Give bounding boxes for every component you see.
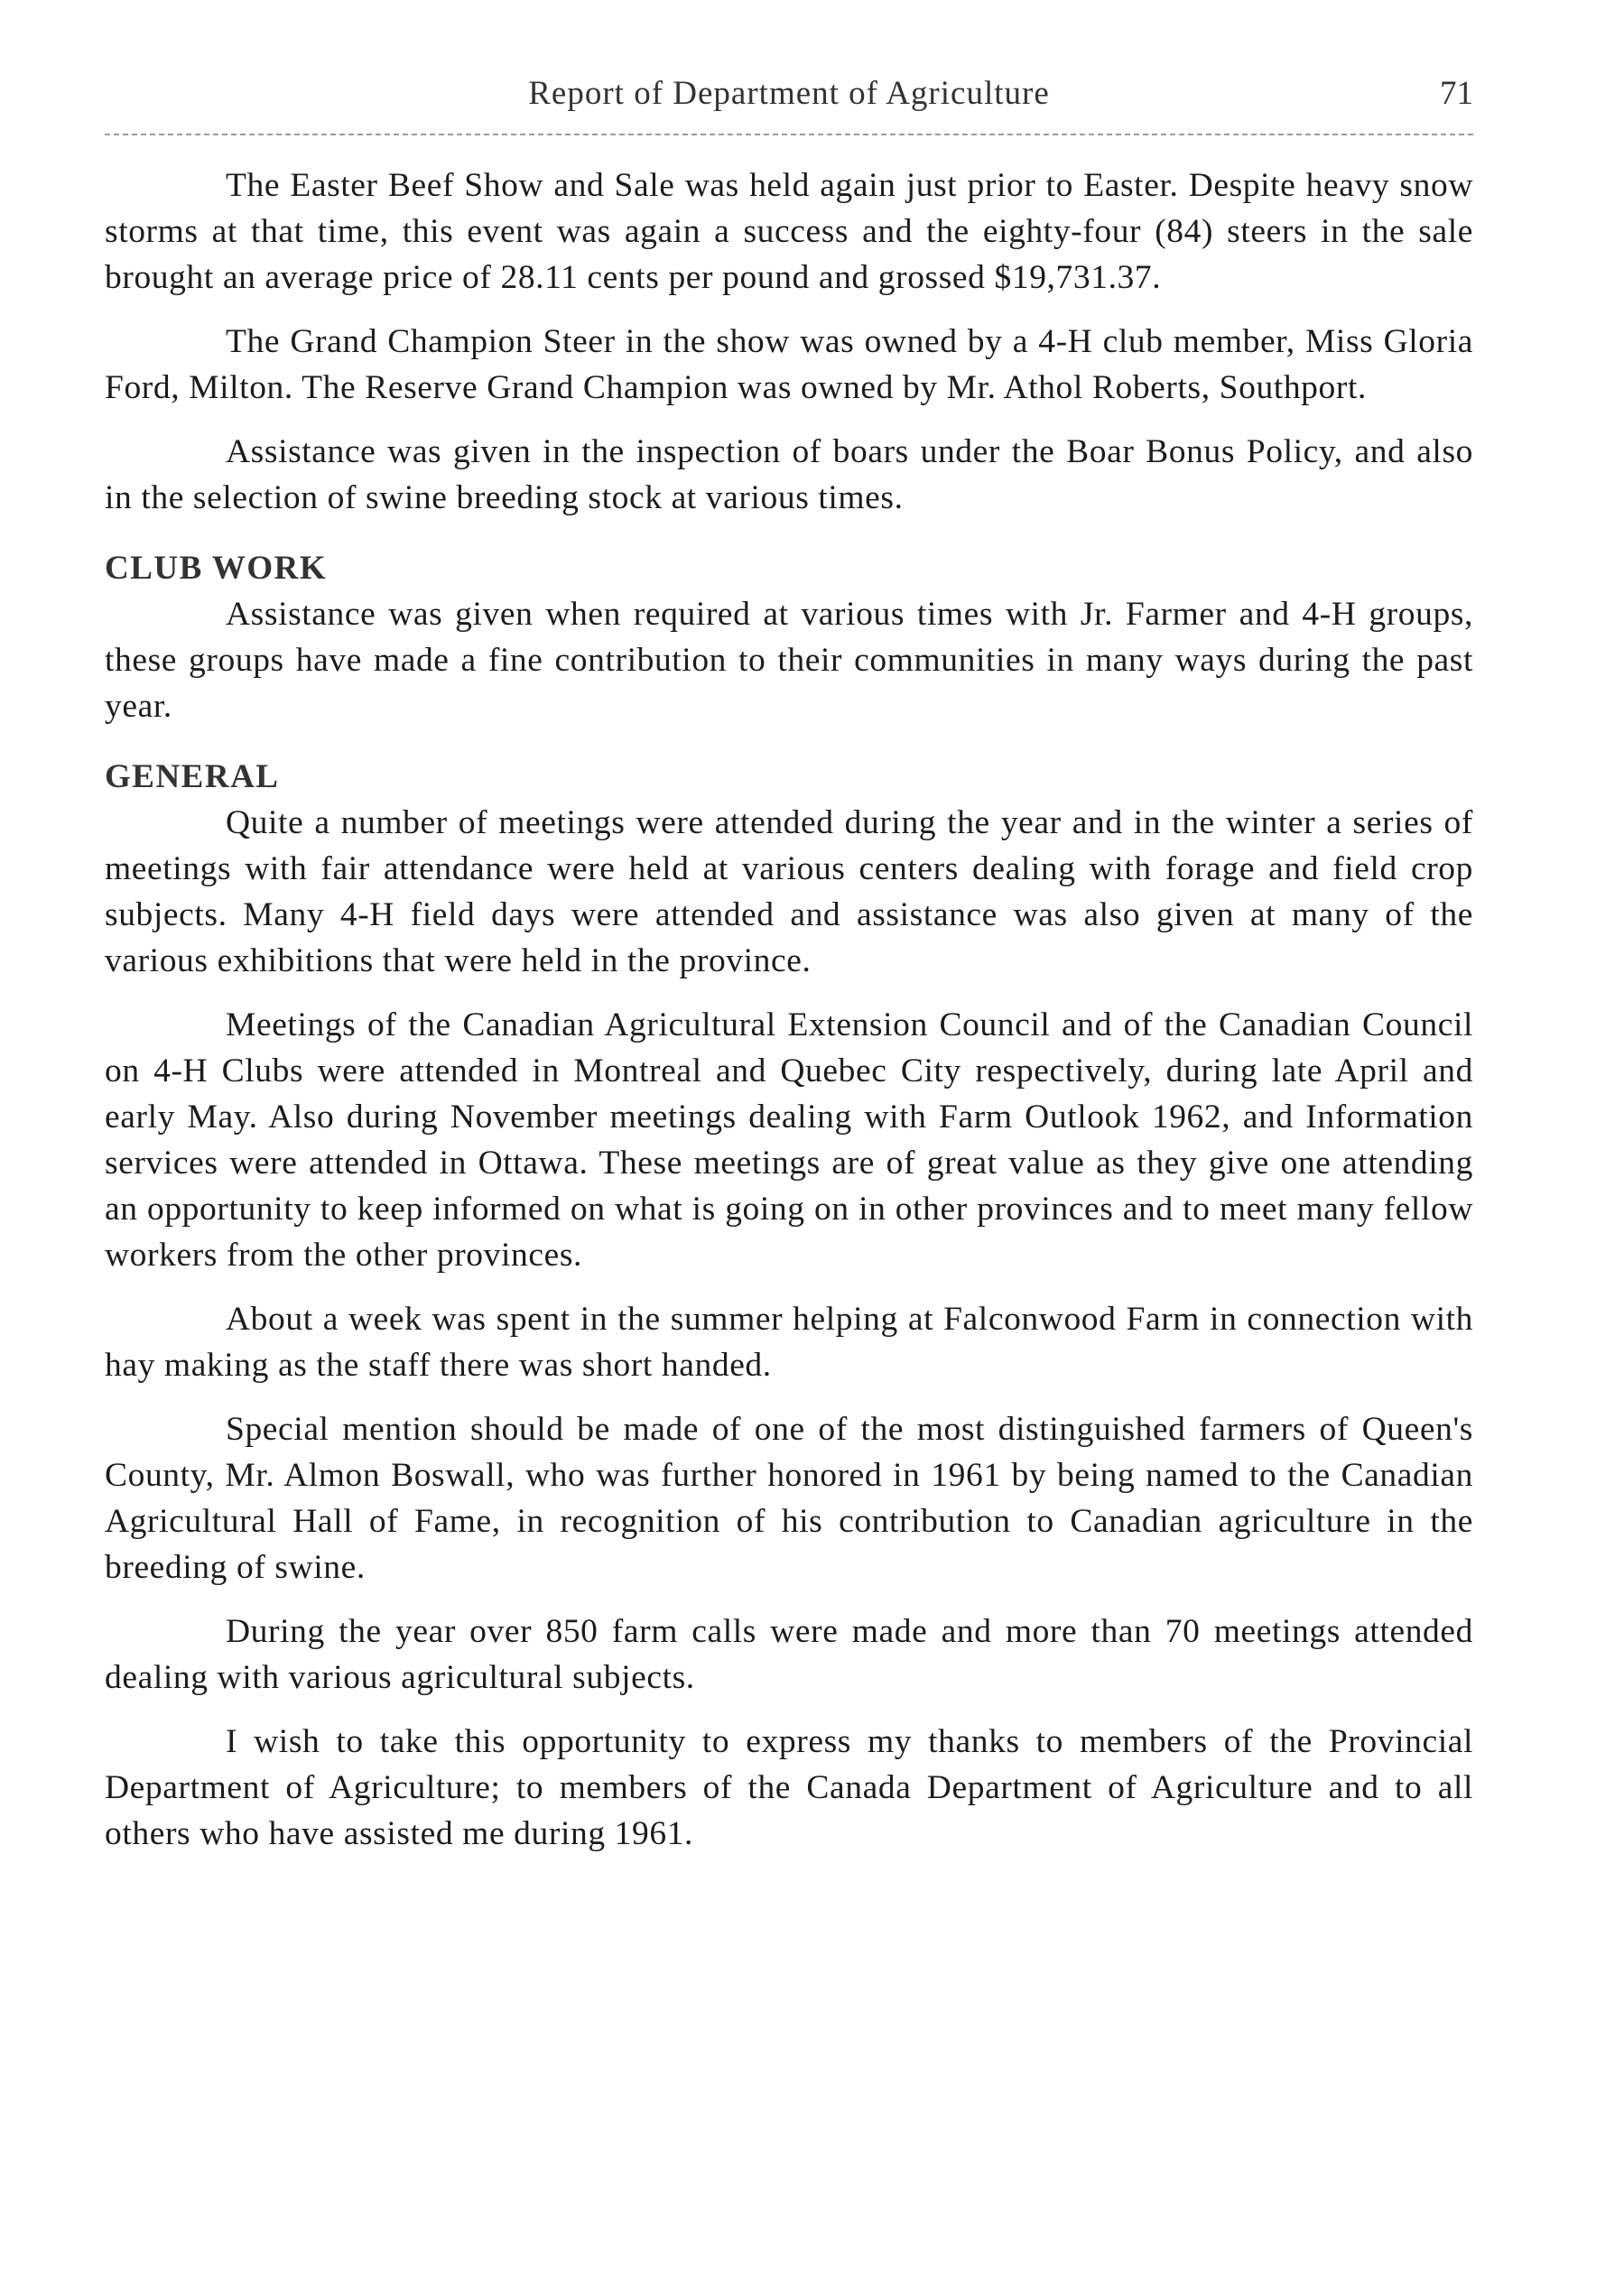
paragraph-club-work: Assistance was given when required at various times with Jr. Farmer and 4-H groups, these groups have made a fine contribution to their communities in many ways during the past year. bbox=[105, 596, 1473, 725]
paragraph-hall-of-fame: Special mention should be made of one of the most distinguished farmers of Queen's County, Mr. Almon Boswall, who was further honored in 1961 by being named to the Canadian Agricultural Hall of Fame, in recognition of his contribution to Canadian agriculture in the breeding of swine. bbox=[105, 1411, 1473, 1586]
paragraph-meetings: Quite a number of meetings were attended during the year and in the winter a series of meetings with fair attendance were held at various centers dealing with forage and field crop subjects. Many 4-H field days were attended and assistance was also given at many of the various exhibitions that were held in the province. bbox=[105, 804, 1473, 979]
running-header bbox=[105, 74, 1473, 125]
paragraph-easter-beef-show: The Easter Beef Show and Sale was held again just prior to Easter. Despite heavy snow storms at that time, this event was again a success and the eighty-four (84) steers in the sale brought an average price of 28.11 cents per pound and grossed $19,731.37. bbox=[105, 167, 1473, 296]
heading-club-work: CLUB WORK bbox=[105, 550, 328, 587]
paragraph-grand-champion: The Grand Champion Steer in the show was owned by a 4-H club member, Miss Gloria Ford, Milton. The Reserve Grand Champion was owned by Mr. Athol Roberts, Southport. bbox=[105, 323, 1473, 406]
paragraph-farm-calls: During the year over 850 farm calls were made and more than 70 meetings attended dealing with various agricultural subjects. bbox=[105, 1613, 1473, 1696]
page-number: 71 bbox=[1440, 75, 1473, 112]
paragraph-thanks: I wish to take this opportunity to express my thanks to members of the Provincial Department of Agriculture; to members of the Canada Department of Agriculture and to all others who have assisted me during 1961. bbox=[105, 1723, 1473, 1852]
paragraph-falconwood-farm: About a week was spent in the summer helping at Falconwood Farm in connection with hay making as the staff there was short handed. bbox=[105, 1301, 1473, 1384]
heading-general: GENERAL bbox=[105, 758, 280, 795]
paragraph-boar-inspection: Assistance was given in the inspection of boars under the Boar Bonus Policy, and also in the selection of swine breeding stock at various times. bbox=[105, 433, 1473, 516]
body-text bbox=[105, 162, 1473, 1875]
paragraph-council-meetings: Meetings of the Canadian Agricultural Extension Council and of the Canadian Council on 4-H Clubs were attended in Montreal and Quebec City respectively, during late April and early May. Also during November meetings dealing with Farm Outlook 1962, and Information services were attended in Ottawa. These meetings are of great value as they give one attending an opportunity to keep informed on what is going on in other provinces and to meet many fellow workers from the other provinces. bbox=[105, 1006, 1473, 1274]
header-rule bbox=[105, 134, 1473, 135]
running-title: Report of Department of Agriculture bbox=[528, 75, 1050, 112]
